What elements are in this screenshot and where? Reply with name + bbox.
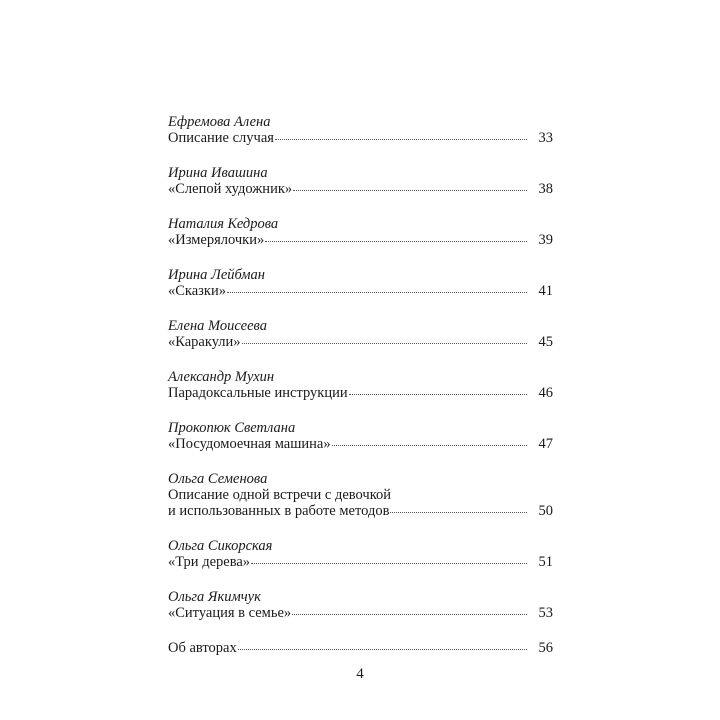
toc-author: Ирина Ивашина (168, 165, 268, 181)
dot-leader (251, 563, 527, 564)
toc-title: «Измерялочки» (168, 232, 265, 248)
toc-page-number: 33 (538, 130, 553, 146)
dot-leader (349, 394, 527, 395)
toc-author: Ефремова Алена (168, 114, 271, 130)
toc-author: Ирина Лейбман (168, 267, 265, 283)
toc-entry (168, 589, 553, 621)
dot-leader (238, 649, 527, 650)
toc-entry (168, 318, 553, 350)
toc-entry (168, 640, 553, 656)
toc-entry (168, 216, 553, 248)
toc-title: «Три дерева» (168, 554, 251, 570)
toc-page-number: 56 (538, 640, 553, 656)
toc-author: Елена Моисеева (168, 318, 267, 334)
toc-page-number: 41 (538, 283, 553, 299)
dot-leader (390, 512, 527, 513)
toc-page-number: 39 (538, 232, 553, 248)
toc-page-number: 51 (538, 554, 553, 570)
toc-title: и использованных в работе методов (168, 503, 390, 519)
toc-row[interactable] (168, 385, 553, 401)
table-of-contents (168, 114, 553, 656)
toc-row[interactable] (168, 232, 553, 248)
toc-row[interactable] (168, 503, 553, 519)
toc-row[interactable] (168, 283, 553, 299)
toc-row[interactable] (168, 436, 553, 452)
toc-page-number: 46 (538, 385, 553, 401)
toc-author: Александр Мухин (168, 369, 275, 385)
toc-author: Ольга Якимчук (168, 589, 261, 605)
toc-entry (168, 267, 553, 299)
toc-page-number: 38 (538, 181, 553, 197)
toc-row[interactable] (168, 554, 553, 570)
toc-title: Парадоксальные инструкции (168, 385, 348, 401)
toc-title: «Посудомоечная машина» (168, 436, 331, 452)
toc-entry (168, 165, 553, 197)
toc-entry (168, 114, 553, 146)
toc-row[interactable] (168, 334, 553, 350)
toc-title: «Каракули» (168, 334, 241, 350)
toc-page-number: 53 (538, 605, 553, 621)
toc-author: Наталия Кедрова (168, 216, 279, 232)
dot-leader (332, 445, 527, 446)
toc-row[interactable] (168, 130, 553, 146)
toc-entry (168, 538, 553, 570)
toc-title: «Сказки» (168, 283, 226, 299)
toc-author: Прокопюк Светлана (168, 420, 296, 436)
toc-author: Ольга Семенова (168, 471, 268, 487)
dot-leader (292, 614, 527, 615)
toc-title: «Ситуация в семье» (168, 605, 292, 621)
dot-leader (293, 190, 527, 191)
toc-title-line: Описание одной встречи с девочкой (168, 487, 392, 503)
toc-title: Об авторах (168, 640, 237, 656)
toc-page-number: 45 (538, 334, 553, 350)
toc-row[interactable] (168, 181, 553, 197)
toc-title: «Слепой художник» (168, 181, 293, 197)
toc-row[interactable] (168, 605, 553, 621)
toc-page-number: 50 (538, 503, 553, 519)
toc-author: Ольга Сикорская (168, 538, 273, 554)
toc-entry (168, 369, 553, 401)
toc-title: Описание случая (168, 130, 274, 146)
toc-entry (168, 471, 553, 519)
toc-page-number: 47 (538, 436, 553, 452)
dot-leader (275, 139, 527, 140)
dot-leader (265, 241, 527, 242)
dot-leader (227, 292, 527, 293)
dot-leader (242, 343, 527, 344)
toc-entry (168, 420, 553, 452)
page-number: 4 (356, 666, 364, 682)
toc-row[interactable] (168, 640, 553, 656)
